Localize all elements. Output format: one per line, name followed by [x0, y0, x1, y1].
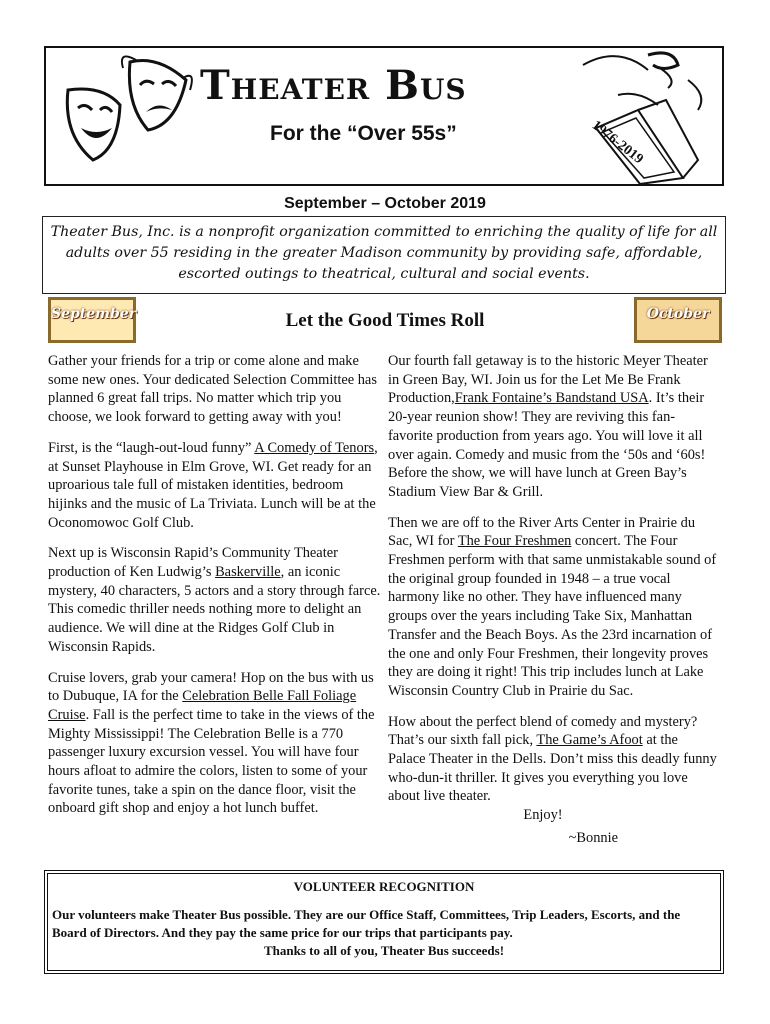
- comedy-of-tenors-title: A Comedy of Tenors: [254, 439, 375, 456]
- text-span: How about the perfect blend of comedy and mystery? That’s our sixth fall pick,: [388, 713, 698, 749]
- left-paragraph-1: Gather your friends for a trip or come alone and make some new ones. Your dedicated Selection Committee has planned 6 great fall trips. No matter which trip you choose, we look forward to getting away with you!: [48, 353, 377, 426]
- right-paragraph-3: [388, 713, 718, 807]
- foliage-cruise-title: Celebration Belle Fall Foliage Cruise: [48, 688, 357, 723]
- volunteer-content: [52, 878, 716, 960]
- text-span: , an iconic mystery, 40 characters, 5 actors and a story through farce. This comedic thriller needs nothing more to delight an audience. We will dine at the Ridges Golf Club in Wisconsin Rapids.: [48, 564, 381, 655]
- right-paragraph-2: [388, 514, 718, 701]
- volunteer-thanks: Thanks to all of you, Theater Bus succeeds!: [263, 943, 505, 958]
- text-span: , at Sunset Playhouse in Elm Grove, WI. Get ready for an uproarious tale full of mistaken identities, bedroom hijinks and the music of La Triviata. Lunch will be at the Oconomowoc Golf Club.: [48, 439, 378, 531]
- mission-statement: Theater Bus, Inc. is a nonprofit organization committed to enriching the quality of life for all adults over 55 residing in the greater Madison community by providing safe, affordable, escorted outings to theatrical, cultural and social events.: [50, 224, 718, 282]
- signature: ~Bonnie: [568, 829, 618, 846]
- right-column: [388, 352, 718, 860]
- years-label: 1976-2019: [588, 118, 646, 168]
- september-badge-label: September: [51, 306, 137, 322]
- text-span: Next up is Wisconsin Rapid’s Community Theater production of Ken Ludwig’s: [48, 545, 338, 581]
- newsletter-title: Theater Bus: [200, 62, 467, 109]
- text-span: Our fourth fall getaway is to the historic Meyer Theater in Green Bay, WI. Join us for the Let Me Be Frank Production,: [388, 353, 708, 407]
- text-span: . It’s their 20-year reunion show! They are reviving this fan-favorite production from years ago. You will love it all over again. Comedy and music from the ‘50s and ‘60s! Before the show, we will have lunch at Green Bay’s Stadium View Bar & Grill.: [388, 390, 706, 500]
- baskerville-title: Baskerville: [215, 564, 281, 581]
- volunteer-body: Our volunteers make Theater Bus possible. They are our Office Staff, Committees, Trip Leaders, Escorts, and the Board of Directors. And they pay the same price for our trips that participants pay.: [52, 907, 681, 940]
- tickets-icon: [578, 50, 723, 184]
- left-paragraph-2: [48, 439, 384, 533]
- closing-enjoy: Enjoy!: [523, 807, 563, 824]
- text-span: concert. The Four Freshmen perform with that same unmistakable sound of the original group founded in 1948 – a true vocal harmony like no other. They have influenced many groups over the years including Take Six, Manhattan Transfer and the Beach Boys. As the 23rd incarnation of the one and only Four Freshmen, their longevity proves they are doing it right! This trip includes lunch at Lake Wisconsin Country Club in Prairie du Sac.: [388, 533, 717, 699]
- four-freshmen-title: The Four Freshmen: [457, 533, 572, 550]
- comedy-tragedy-masks-icon: [48, 50, 198, 180]
- games-afoot-title: The Game’s Afoot: [536, 732, 643, 749]
- volunteer-title: VOLUNTEER RECOGNITION: [293, 879, 475, 894]
- newsletter-subtitle: For the “Over 55s”: [270, 122, 457, 145]
- bandstand-usa-title: Frank Fontaine’s Bandstand USA: [454, 390, 649, 407]
- text-span: Then we are off to the River Arts Center in Prairie du Sac, WI for: [388, 514, 696, 550]
- left-column: [48, 352, 384, 830]
- left-paragraph-4: [48, 669, 384, 819]
- text-span: Cruise lovers, grab your camera! Hop on the bus with us to Dubuque, IA for the: [48, 669, 374, 705]
- october-badge-label: October: [646, 306, 710, 322]
- date-range: September – October 2019: [284, 195, 486, 212]
- text-span: . Fall is the perfect time to take in the views of the Mighty Mississippi! The Celebration Belle is a 770 passenger luxury excursion vessel. You will have four hours afloat to admire the colors, listen to some of your favorite tunes, take a spin on the dance floor, visit the onboard gift shop and enjoy a hot lunch buffet.: [48, 706, 375, 817]
- right-paragraph-1: [388, 352, 718, 502]
- article-headline: Let the Good Times Roll: [285, 310, 485, 331]
- text-span: First, is the “laugh-out-loud funny”: [48, 439, 255, 456]
- text-span: at the Palace Theater in the Dells. Don’t miss this deadly funny who-dun-it thriller. It gives you everything you love about live theater.: [388, 732, 717, 805]
- left-paragraph-3: [48, 544, 384, 656]
